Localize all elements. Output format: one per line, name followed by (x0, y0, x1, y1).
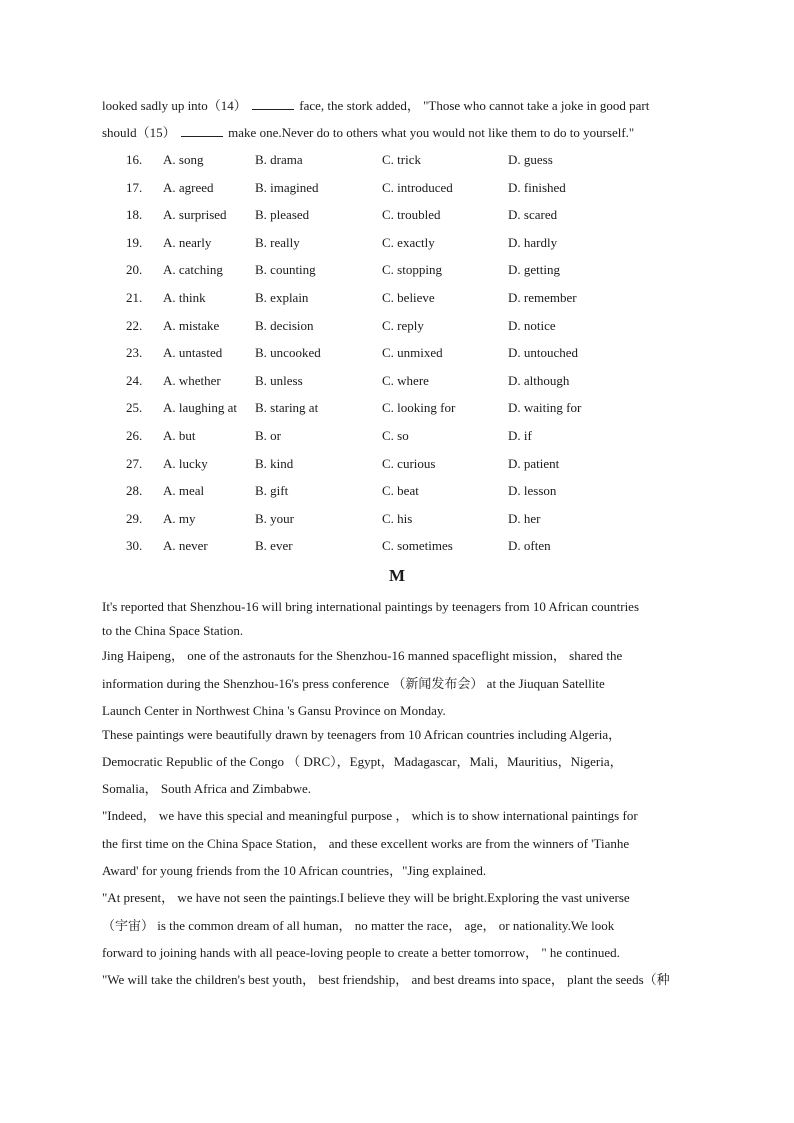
question-row (0, 151, 794, 169)
option-a: A. my (163, 511, 196, 526)
question-row (0, 206, 794, 224)
intro-line-1 (102, 97, 649, 114)
question-number: 23. (126, 345, 143, 360)
question-row (0, 427, 794, 445)
question-number: 27. (126, 456, 143, 471)
option-c: C. trick (382, 152, 421, 167)
option-b: B. unless (255, 373, 303, 388)
option-d: D. getting (508, 262, 560, 277)
question-number: 19. (126, 235, 143, 250)
option-a: A. laughing at (163, 400, 238, 415)
option-d: D. guess (508, 152, 553, 167)
option-c: C. beat (382, 483, 419, 498)
article-line: the first time on the China Space Station， and these excellent works are from the winners of 'Tianhe (102, 836, 630, 851)
article-line: Democratic Republic of the Congo （ DRC），Egypt，Madagascar，Mali，Mauritius，Nigeria， (102, 754, 623, 769)
option-c: C. curious (382, 456, 436, 471)
intro-line-2-after: make one.Never do to others what you would not like them to do to yourself." (228, 125, 635, 140)
option-b: B. uncooked (255, 345, 321, 360)
question-number: 30. (126, 538, 143, 553)
option-a: A. whether (163, 373, 221, 388)
option-b: B. gift (255, 483, 289, 498)
article-line: Launch Center in Northwest China 's Gansu Province on Monday. (102, 703, 446, 718)
option-c: C. stopping (382, 262, 442, 277)
option-b: B. decision (255, 318, 314, 333)
option-c: C. his (382, 511, 413, 526)
article-line: to the China Space Station. (102, 623, 244, 638)
option-c: C. believe (382, 290, 435, 305)
article-line: Jing Haipeng， one of the astronauts for the Shenzhou-16 manned spaceflight mission， shared the (102, 648, 623, 663)
question-row (0, 344, 794, 362)
answer-blank-14 (252, 97, 294, 110)
option-d: D. although (508, 373, 570, 388)
option-d: D. finished (508, 180, 566, 195)
option-c: C. unmixed (382, 345, 443, 360)
question-row (0, 482, 794, 500)
option-c: C. sometimes (382, 538, 453, 553)
option-c: C. looking for (382, 400, 456, 415)
option-b: B. really (255, 235, 300, 250)
question-number: 28. (126, 483, 143, 498)
intro-line-2-before: should（15） (102, 125, 176, 140)
option-a: A. untasted (163, 345, 223, 360)
section-title: M (388, 566, 406, 585)
option-c: C. reply (382, 318, 424, 333)
option-a: A. lucky (163, 456, 208, 471)
option-b: B. drama (255, 152, 303, 167)
option-c: C. troubled (382, 207, 441, 222)
option-b: B. or (255, 428, 281, 443)
option-a: A. agreed (163, 180, 214, 195)
question-number: 22. (126, 318, 143, 333)
option-b: B. imagined (255, 180, 319, 195)
option-d: D. lesson (508, 483, 557, 498)
question-number: 21. (126, 290, 143, 305)
option-b: B. kind (255, 456, 294, 471)
option-d: D. patient (508, 456, 560, 471)
option-b: B. explain (255, 290, 309, 305)
intro-line-1-after: face, the stork added， "Those who cannot take a joke in good part (299, 98, 650, 113)
question-number: 29. (126, 511, 143, 526)
question-number: 17. (126, 180, 143, 195)
intro-line-2 (102, 124, 634, 141)
option-a: A. song (163, 152, 204, 167)
option-d: D. remember (508, 290, 577, 305)
article-line: "We will take the children's best youth， best friendship， and best dreams into space， plant the seeds（种 (102, 972, 670, 987)
option-a: A. meal (163, 483, 205, 498)
option-a: A. nearly (163, 235, 212, 250)
option-a: A. surprised (163, 207, 227, 222)
question-row (0, 372, 794, 390)
option-d: D. notice (508, 318, 556, 333)
option-b: B. ever (255, 538, 293, 553)
question-row (0, 317, 794, 335)
option-b: B. pleased (255, 207, 310, 222)
option-c: C. introduced (382, 180, 453, 195)
option-b: B. your (255, 511, 294, 526)
option-c: C. so (382, 428, 409, 443)
option-d: D. untouched (508, 345, 579, 360)
option-a: A. mistake (163, 318, 220, 333)
option-d: D. often (508, 538, 551, 553)
question-row (0, 510, 794, 528)
option-c: C. where (382, 373, 429, 388)
article-line: Somalia， South Africa and Zimbabwe. (102, 781, 312, 796)
option-d: D. scared (508, 207, 558, 222)
option-d: D. if (508, 428, 532, 443)
question-row (0, 537, 794, 555)
option-a: A. catching (163, 262, 223, 277)
question-row (0, 399, 794, 417)
article-line: information during the Shenzhou-16's press conference （新闻发布会） at the Jiuquan Satellite (102, 676, 605, 691)
option-d: D. waiting for (508, 400, 582, 415)
option-d: D. her (508, 511, 541, 526)
article-line: forward to joining hands with all peace-loving people to create a better tomorrow， " he continued. (102, 945, 620, 960)
option-d: D. hardly (508, 235, 558, 250)
answer-blank-15 (181, 124, 223, 137)
option-c: C. exactly (382, 235, 435, 250)
intro-line-1-before: looked sadly up into（14） (102, 98, 247, 113)
option-a: A. think (163, 290, 206, 305)
question-number: 16. (126, 152, 143, 167)
option-b: B. counting (255, 262, 316, 277)
option-a: A. never (163, 538, 208, 553)
article-line: Award' for young friends from the 10 African countries，"Jing explained. (102, 863, 487, 878)
question-row (0, 261, 794, 279)
question-number: 18. (126, 207, 143, 222)
article-line: These paintings were beautifully drawn by teenagers from 10 African countries including Algeria， (102, 727, 622, 742)
question-number: 20. (126, 262, 143, 277)
article-line: （宇宙） is the common dream of all human， no matter the race， age， or nationality.We look (102, 918, 615, 933)
option-a: A. but (163, 428, 196, 443)
article-line: "Indeed， we have this special and meaningful purpose ， which is to show international paintings for (102, 808, 638, 823)
question-row (0, 179, 794, 197)
question-number: 26. (126, 428, 143, 443)
question-number: 25. (126, 400, 143, 415)
question-number: 24. (126, 373, 143, 388)
article-line: It's reported that Shenzhou-16 will bring international paintings by teenagers from 10 African countries (102, 599, 640, 614)
article-line: "At present， we have not seen the paintings.I believe they will be bright.Exploring the vast universe (102, 890, 630, 905)
option-b: B. staring at (255, 400, 319, 415)
question-row (0, 455, 794, 473)
question-row (0, 234, 794, 252)
question-row (0, 289, 794, 307)
